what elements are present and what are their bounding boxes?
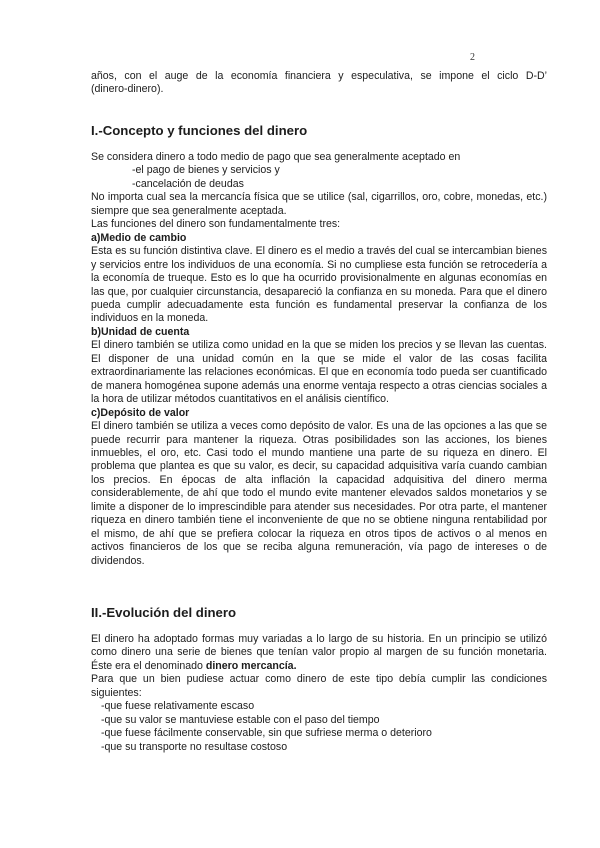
section-1-body — [91, 151, 547, 568]
section-2-body — [91, 633, 547, 754]
section-1-heading: I.-Concepto y funciones del dinero — [91, 123, 308, 138]
page-number: 2 — [470, 52, 475, 63]
paragraph-evolucion — [91, 633, 547, 673]
functions-intro: Las funciones del dinero son fundamentalmente tres: — [91, 218, 341, 231]
definition-intro: Se considera dinero a todo medio de pago que sea generalmente aceptado en — [91, 151, 461, 163]
paragraph-deposito-de-valor: El dinero también se utiliza a veces como depósito de valor. Es una de las opciones a las que se puede recurrir para mantener la riqueza. Otras posibilidades son las acciones, los bienes inmuebles, el oro, etc. Casi todo el mundo mantiene una parte de su riqueza en dinero. El problema que plantea es que su valor, es decir, su capacidad adquisitiva varía cuando cambian los precios. En épocas de alta inflación la capacidad adquisitiva del dinero merma considerablemente, de ahí que todo el mundo evite mantener elevados saldos monetarios y se limite a disponer de lo imprescindible para atender sus necesidades. Por otra parte, el mantener riqueza en dinero también tiene el inconveniente de que no se obtiene ninguna rentabilidad por el mismo, de ahí que se prefiera colocar la riqueza en otros tipos de activos o al menos en activos financieros de los que se reciba alguna remuneración, vía pago de intereses o de dividendos. — [91, 420, 547, 567]
condition-item: -que fuese fácilmente conservable, sin que sufriese merma o deterioro — [101, 727, 432, 740]
intro-paragraph — [91, 70, 547, 97]
definition-item: -el pago de bienes y servicios y — [132, 164, 280, 177]
paragraph-condiciones: Para que un bien pudiese actuar como dinero de este tipo debía cumplir las condiciones siguientes: — [91, 673, 547, 699]
subheading-unidad-de-cuenta: b)Unidad de cuenta — [91, 325, 190, 338]
intro-line-2: (dinero-dinero). — [91, 83, 164, 96]
paragraph-medio-de-cambio: Esta es su función distintiva clave. El dinero es el medio a través del cual se intercambian bienes y servicios entre los individuos de una economía. Si no cumpliese esta función se retrocedería a la economía de trueque. Esto es lo que ha ocurrido provisionalmente en algunas economías en las que, por cualquier circunstancia, desapareció la confianza en su moneda. Para que el dinero pueda cumplir adecuadamente esta función es fundamental preservar la confianza de los individuos en la moneda. — [91, 245, 547, 325]
paragraph-evolucion-text: El dinero ha adoptado formas muy variadas a lo largo de su historia. En un principio se utilizó como dinero una serie de bienes que tenían valor propio al margen de su función monetaria. Éste era el denominado — [91, 633, 547, 672]
condition-item: -que su transporte no resultase costoso — [101, 740, 288, 753]
section-2 — [91, 605, 547, 621]
condition-item: -que su valor se mantuviese estable con el paso del tiempo — [101, 713, 380, 726]
term-dinero-mercancia: dinero mercancía. — [205, 659, 297, 672]
subheading-medio-de-cambio: a)Medio de cambio — [91, 231, 187, 244]
paragraph-mercancia: No importa cual sea la mercancía física que se utilice (sal, cigarrillos, oro, cobre, monedas, etc.) siempre que sea generalmente aceptada. — [91, 191, 547, 217]
intro-line-1: años, con el auge de la economía financiera y especulativa, se impone el ciclo D-D’ — [91, 70, 547, 82]
definition-item: -cancelación de deudas — [132, 177, 244, 190]
paragraph-unidad-de-cuenta: El dinero también se utiliza como unidad en la que se miden los precios y se llevan las cuentas. El disponer de una unidad común en la que se mide el valor de las cosas facilita extraordinariamente las relaciones económicas. El que en economía todo pueda ser cuantificado de manera homogénea supone además una enorme ventaja respecto a otras ciencias sociales a la hora de utilizar métodos cuantitativos en el análisis científico. — [91, 339, 547, 406]
condition-item: -que fuese relativamente escaso — [101, 700, 255, 713]
section-2-heading: II.-Evolución del dinero — [91, 605, 237, 620]
section-1 — [91, 123, 547, 139]
subheading-deposito-de-valor: c)Depósito de valor — [91, 406, 190, 419]
